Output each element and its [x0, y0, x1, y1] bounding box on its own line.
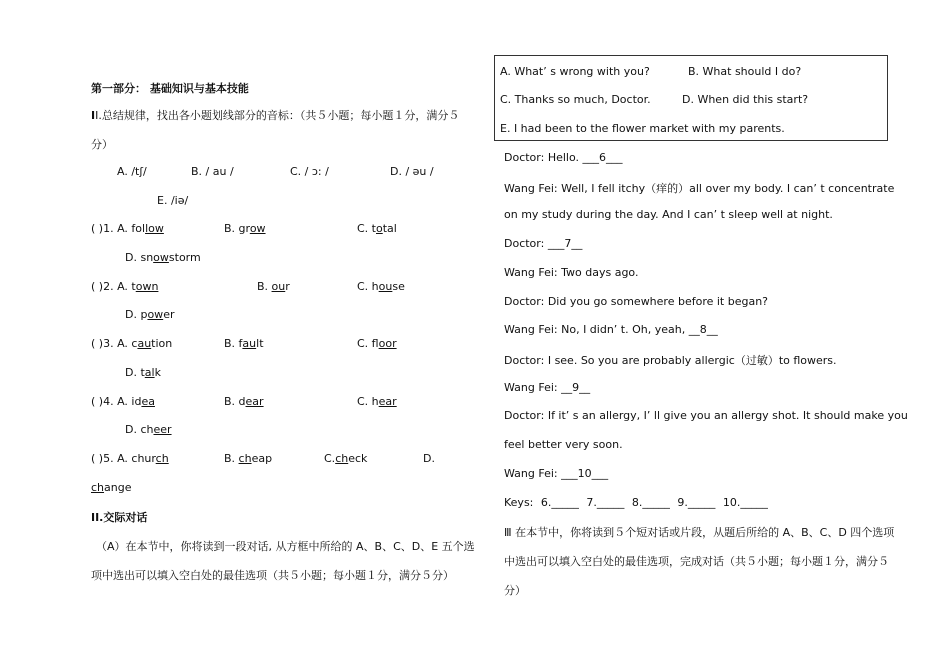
- question-4-option-a: ( )4. A. idea: [91, 395, 155, 408]
- section1-instruction-line1: ⅠⅠ.总结规律，找出各小题划线部分的音标：（共５小题；每小题１分，满分５: [91, 109, 460, 122]
- section3-instruction-line3: 分）: [504, 584, 526, 597]
- phonetic-option-d: D. / əu /: [390, 165, 434, 178]
- section2-instruction-line2: 项中选出可以填入空白处的最佳选项（共５小题；每小题１分，满分５分）: [91, 569, 454, 582]
- question-3-option-a: ( )3. A. caution: [91, 337, 173, 350]
- question-4-option-b: B. dear: [224, 395, 264, 408]
- dialog-line: Wang Fei: ___10___: [504, 467, 609, 480]
- question-2-option-d: D. power: [125, 308, 175, 321]
- question-2-option-a: ( )2. A. town: [91, 280, 159, 293]
- dialog-line: Wang Fei: Well, I fell itchy（痒的）all over my body. I can’ t concentrate: [504, 182, 895, 195]
- question-1-option-b: B. grow: [224, 222, 266, 235]
- phonetic-option-e: E. /iə/: [157, 194, 189, 207]
- question-1-option-a: ( )1. A. follow: [91, 222, 164, 235]
- dialog-line: Doctor: ___7__: [504, 237, 583, 250]
- question-2-option-c: C. house: [357, 280, 405, 293]
- answer-keys: Keys: 6._____ 7._____ 8._____ 9._____ 10._____: [504, 496, 768, 509]
- dialog-line: Wang Fei: No, I didn’ t. Oh, yeah, __8__: [504, 323, 718, 336]
- box-option-c: C. Thanks so much, Doctor.: [500, 93, 651, 106]
- section1-instruction-line2: 分）: [91, 138, 113, 151]
- dialog-line: Wang Fei: __9__: [504, 381, 591, 394]
- question-1-option-d: D. snowstorm: [125, 251, 201, 264]
- box-option-e: E. I had been to the flower market with my parents.: [500, 122, 785, 135]
- box-option-d: D. When did this start?: [682, 93, 809, 106]
- dialog-line: Doctor: If it’ s an allergy, I’ ll give you an allergy shot. It should make you: [504, 409, 908, 422]
- question-4-option-c: C. hear: [357, 395, 397, 408]
- question-4-option-d: D. cheer: [125, 423, 172, 436]
- question-2-option-b: B. our: [257, 280, 290, 293]
- question-1-option-c: C. total: [357, 222, 397, 235]
- part-title: 第一部分： 基础知识与基本技能: [91, 82, 249, 95]
- question-5-option-b: B. cheap: [224, 452, 273, 465]
- question-3-option-b: B. fault: [224, 337, 264, 350]
- phonetic-option-b: B. / au /: [191, 165, 234, 178]
- dialog-line: feel better very soon.: [504, 438, 623, 451]
- dialog-line: Doctor: I see. So you are probably allergic（过敏）to flowers.: [504, 354, 837, 367]
- question-5-option-d-word: change: [91, 481, 132, 494]
- section2-instruction-line1: （A）在本节中，你将读到一段对话, 从方框中所给的 A、B、C、D、E 五个选: [96, 540, 475, 553]
- question-5-option-d: D.: [423, 452, 435, 465]
- question-5-option-a: ( )5. A. church: [91, 452, 169, 465]
- question-3-option-d: D. talk: [125, 366, 161, 379]
- box-option-b: B. What should I do?: [688, 65, 802, 78]
- phonetic-option-a: A. /tʃ/: [117, 165, 147, 178]
- dialog-line: Doctor: Did you go somewhere before it began?: [504, 295, 769, 308]
- section2-title: II.交际对话: [91, 511, 148, 524]
- question-5-option-c: C.check: [324, 452, 368, 465]
- question-3-option-c: C. floor: [357, 337, 397, 350]
- dialog-line: on my study during the day. And I can’ t sleep well at night.: [504, 208, 833, 221]
- section3-instruction-line1: Ⅲ 在本节中，你将读到５个短对话或片段，从题后所给的 A、B、C、D 四个选项: [504, 526, 895, 539]
- dialog-line: Wang Fei: Two days ago.: [504, 266, 639, 279]
- box-option-a: A. What’ s wrong with you?: [500, 65, 650, 78]
- section3-instruction-line2: 中选出可以填入空白处的最佳选项，完成对话（共５小题；每小题１分，满分５: [504, 555, 889, 568]
- phonetic-option-c: C. / ɔ: /: [290, 165, 329, 178]
- dialog-line: Doctor: Hello. ___6___: [504, 151, 623, 164]
